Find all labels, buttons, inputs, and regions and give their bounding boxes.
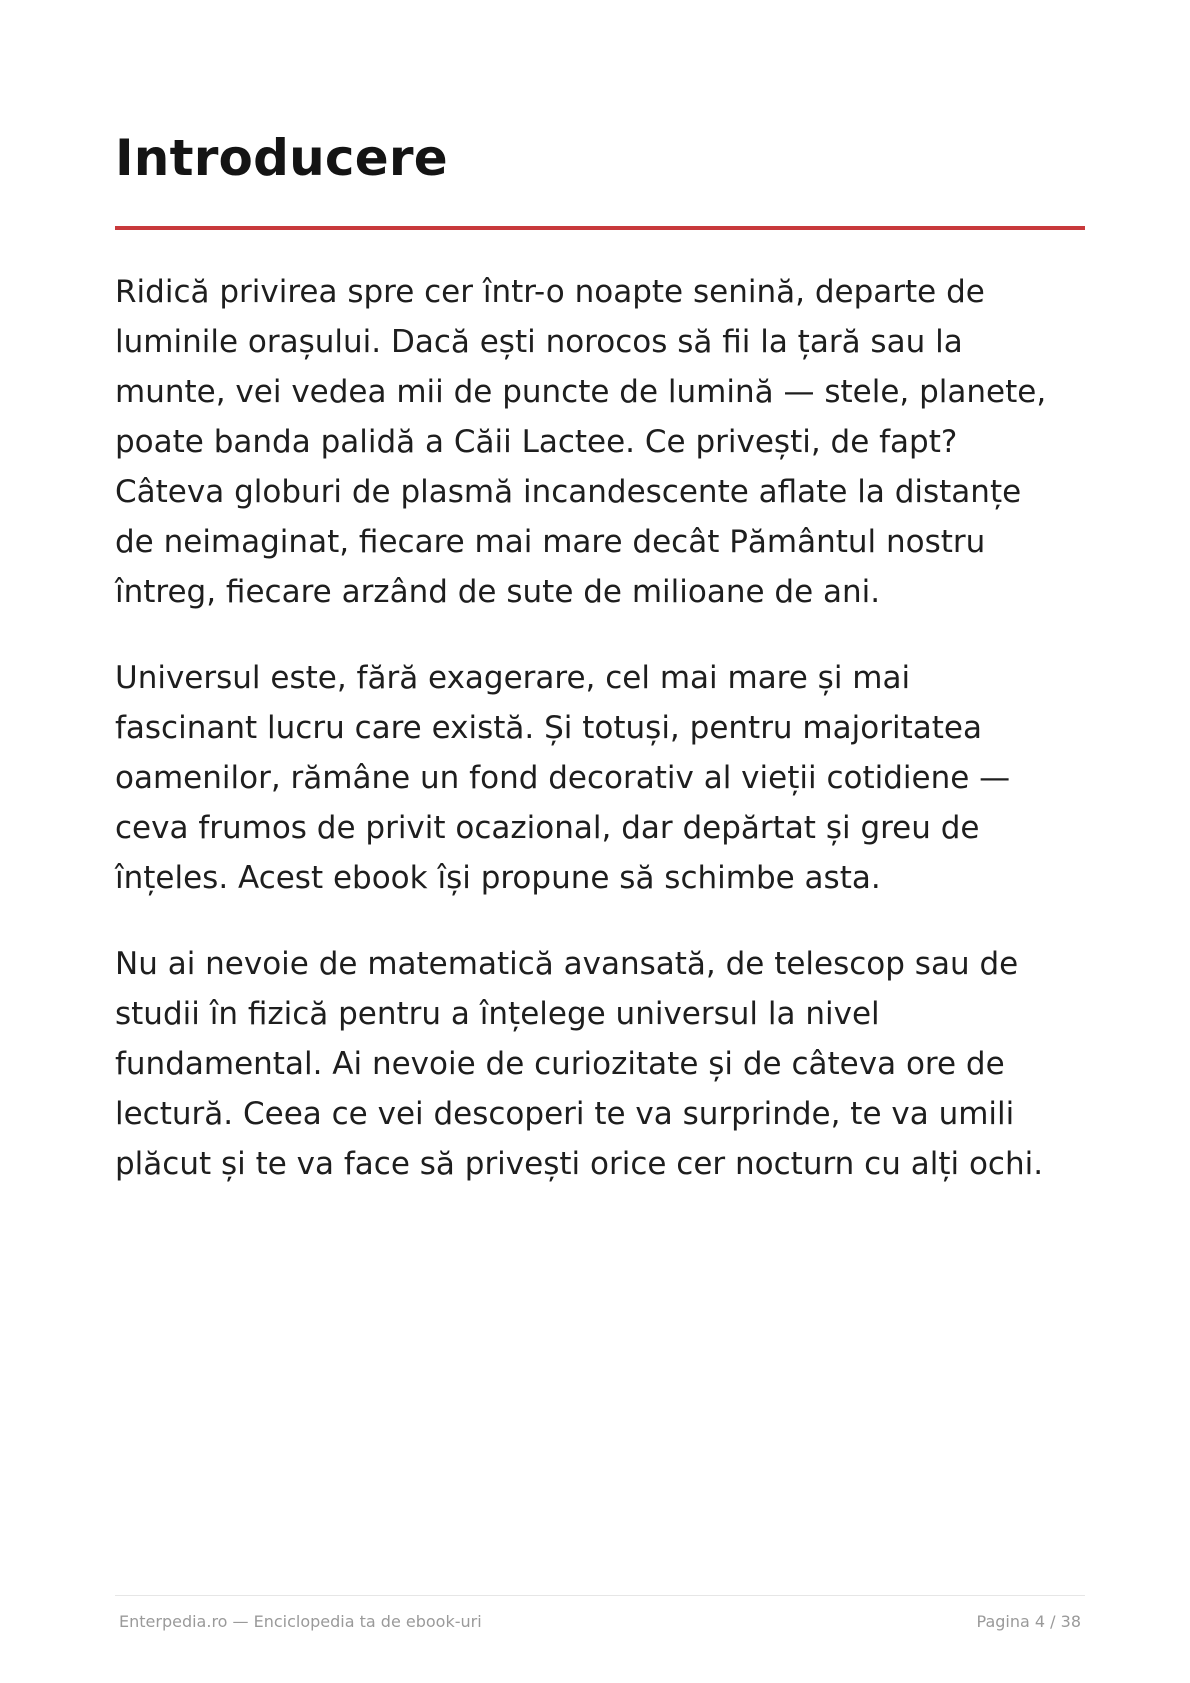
footer-site-name: Enterpedia.ro — Enciclopedia ta de ebook-uri xyxy=(119,1612,482,1631)
document-page xyxy=(115,0,1085,1683)
paragraph-3: Nu ai nevoie de matematică avansată, de telescop sau de studii în fizică pentru a înțelege universul la nivel fundamental. Ai nevoie de curiozitate și de câteva ore de lectură. Ceea ce vei descoperi te va surprinde, te va umili plăcut și te va face să privești orice cer nocturn cu alți ochi. xyxy=(115,946,1044,1182)
title-divider xyxy=(115,226,1085,230)
page-number: Pagina 4 / 38 xyxy=(976,1612,1081,1631)
footer-divider xyxy=(115,1595,1085,1596)
page-title: Introducere xyxy=(115,129,448,187)
body-text xyxy=(115,267,1095,1225)
page-footer xyxy=(119,1612,1081,1632)
paragraph-1: Ridică privirea spre cer într-o noapte senină, departe de luminile orașului. Dacă ești norocos să fii la țară sau la munte, vei vedea mii de puncte de lumină — stele, planete, poate banda palidă a Căii Lactee. Ce privești, de fapt? Câteva globuri de plasmă incandescente aflate la distanțe de neimaginat, fiecare mai mare decât Pământul nostru întreg, fiecare arzând de sute de milioane de ani. xyxy=(115,274,1047,610)
paragraph-2: Universul este, fără exagerare, cel mai mare și mai fascinant lucru care există. Și totuși, pentru majoritatea oamenilor, rămâne un fond decorativ al vieții cotidiene — ceva frumos de privit ocazional, dar depărtat și greu de înțeles. Acest ebook își propune să schimbe asta. xyxy=(115,660,1011,896)
